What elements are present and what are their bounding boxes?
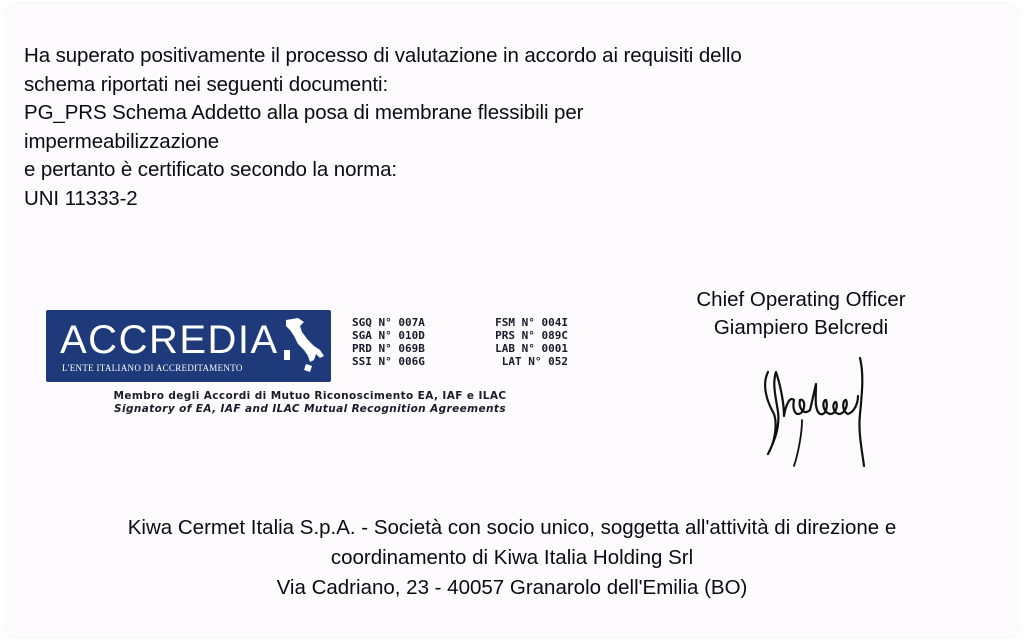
accredia-logo [46, 310, 331, 382]
accredia-logo-name: ACCREDIA [60, 318, 279, 362]
accreditation-code: FSM N° 004I [495, 316, 568, 329]
accreditation-code: LAB N° 0001 [495, 342, 568, 355]
accreditation-code: PRD N° 069B [352, 342, 425, 355]
statement-line: impermeabilizzazione [24, 129, 220, 153]
handwritten-signature [754, 354, 874, 474]
accreditation-code: SGA N° 010D [352, 329, 425, 342]
accreditation-code: SGQ N° 007A [352, 316, 425, 329]
accredia-accreditation-block [46, 310, 574, 430]
membership-english: Signatory of EA, IAF and ILAC Mutual Recognition Agreements [114, 403, 506, 415]
membership-italian: Membro degli Accordi di Mutuo Riconoscimento EA, IAF e ILAC [113, 390, 507, 402]
accreditation-code: PRS N° 089C [495, 329, 568, 342]
mutual-recognition-statement [46, 390, 574, 416]
accreditation-code: SSI N° 006G [352, 355, 425, 368]
footer-company-line: Kiwa Cermet Italia S.p.A. - Società con socio unico, soggetta all'attività di direzione e [127, 516, 897, 539]
company-footer [6, 513, 1018, 603]
accreditation-code: LAT N° 052 [501, 355, 568, 368]
italy-map-icon [278, 316, 326, 378]
statement-line: schema riportati nei seguenti documenti: [24, 72, 389, 96]
footer-address-line: Via Cadriano, 23 - 40057 Granarolo dell'Emilia (BO) [276, 576, 748, 599]
signatory-block [636, 286, 966, 342]
accreditation-codes-right [472, 316, 568, 368]
accredia-logo-tagline: L'ENTE ITALIANO DI ACCREDITAMENTO [62, 363, 243, 373]
statement-line: Ha superato positivamente il processo di valutazione in accordo ai requisiti dello [24, 44, 742, 67]
certificate-card [6, 4, 1018, 637]
footer-holding-line: coordinamento di Kiwa Italia Holding Srl [330, 546, 694, 569]
accreditation-codes-left [352, 316, 425, 368]
certification-statement [24, 42, 964, 213]
statement-line: PG_PRS Schema Addetto alla posa di membrane flessibili per [24, 101, 584, 124]
signatory-role: Chief Operating Officer [696, 288, 906, 311]
statement-line: e pertanto è certificato secondo la norma: [24, 158, 397, 181]
standard-reference: UNI 11333-2 [24, 186, 138, 210]
signatory-name: Giampiero Belcredi [713, 316, 889, 339]
